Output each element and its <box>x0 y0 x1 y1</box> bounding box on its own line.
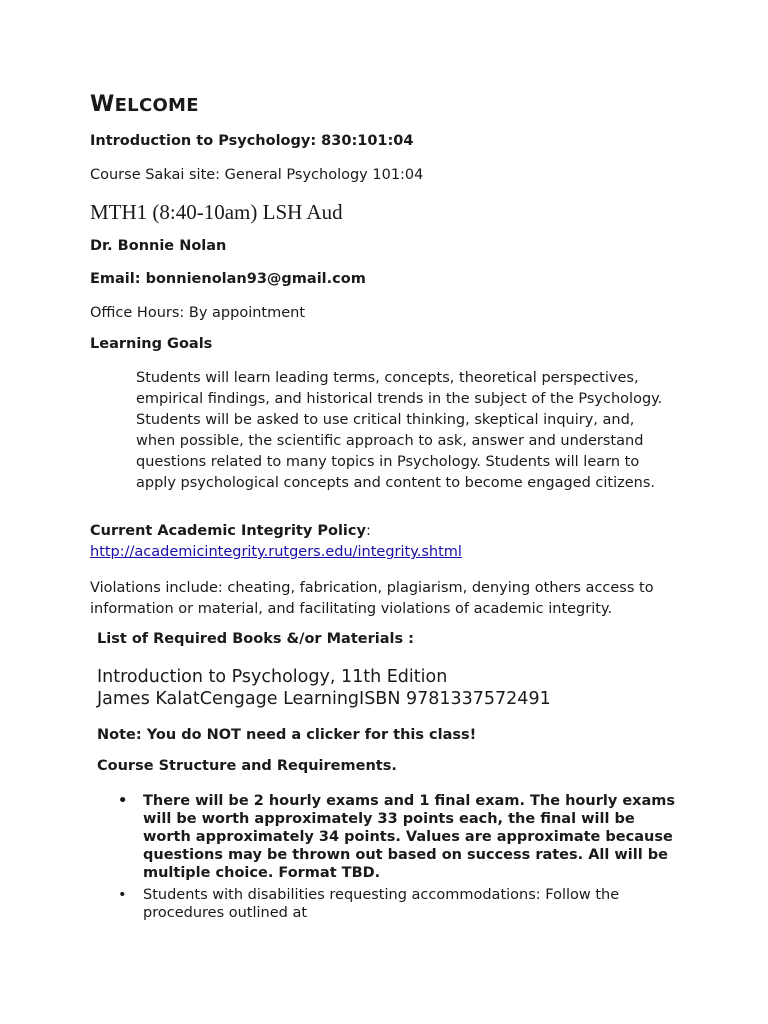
course-title: Introduction to Psychology: 830:101:04 <box>90 133 414 149</box>
books-heading: List of Required Books &/or Materials : <box>97 631 414 647</box>
welcome-heading: WELCOME <box>90 92 199 117</box>
book-title: Introduction to Psychology, 11th Edition <box>97 667 448 687</box>
learning-goals-heading: Learning Goals <box>90 336 213 352</box>
bullet-icon: • <box>118 793 128 809</box>
list-item: • Students with disabilities requesting accommodations: Follow the procedures outlined at <box>118 887 620 921</box>
clicker-note: Note: You do NOT need a clicker for this class! <box>97 727 477 743</box>
learning-goals-text: Students will learn leading terms, concepts, theoretical perspectives, empirical findings, and historical trends in the subject of the Psychology. Students will be asked to use critical thinking, skeptical inquiry, and, when possible, the scientific approach to ask, answer and understand questions related to many topics in Psychology. Students will learn to apply psychological concepts and content to become engaged citizens. <box>136 370 663 491</box>
requirements-list <box>118 792 678 922</box>
course-structure-heading: Course Structure and Requirements. <box>97 758 397 774</box>
book-author-publisher-isbn: James KalatCengage LearningISBN 9781337572491 <box>97 689 551 709</box>
instructor-email: Email: bonnienolan93@gmail.com <box>90 271 366 287</box>
sakai-site: Course Sakai site: General Psychology 101:04 <box>90 167 424 183</box>
list-item: • There will be 2 hourly exams and 1 final exam. The hourly exams will be worth approximately 33 points each, the final will be worth approximately 34 points. Values are approximate because questions may be thrown out based on success rates. All will be multiple choice. Format TBD. <box>118 793 676 881</box>
office-hours: Office Hours: By appointment <box>90 305 306 321</box>
instructor-name: Dr. Bonnie Nolan <box>90 238 227 254</box>
integrity-heading-line: Current Academic Integrity Policy: <box>90 523 371 539</box>
bullet-icon: • <box>118 887 127 903</box>
integrity-link[interactable]: http://academicintegrity.rutgers.edu/integrity.shtml <box>90 544 462 560</box>
class-schedule: MTH1 (8:40-10am) LSH Aud <box>90 200 343 224</box>
violations-text: Violations include: cheating, fabrication, plagiarism, denying others access to information or material, and facilitating violations of academic integrity. <box>90 580 654 617</box>
